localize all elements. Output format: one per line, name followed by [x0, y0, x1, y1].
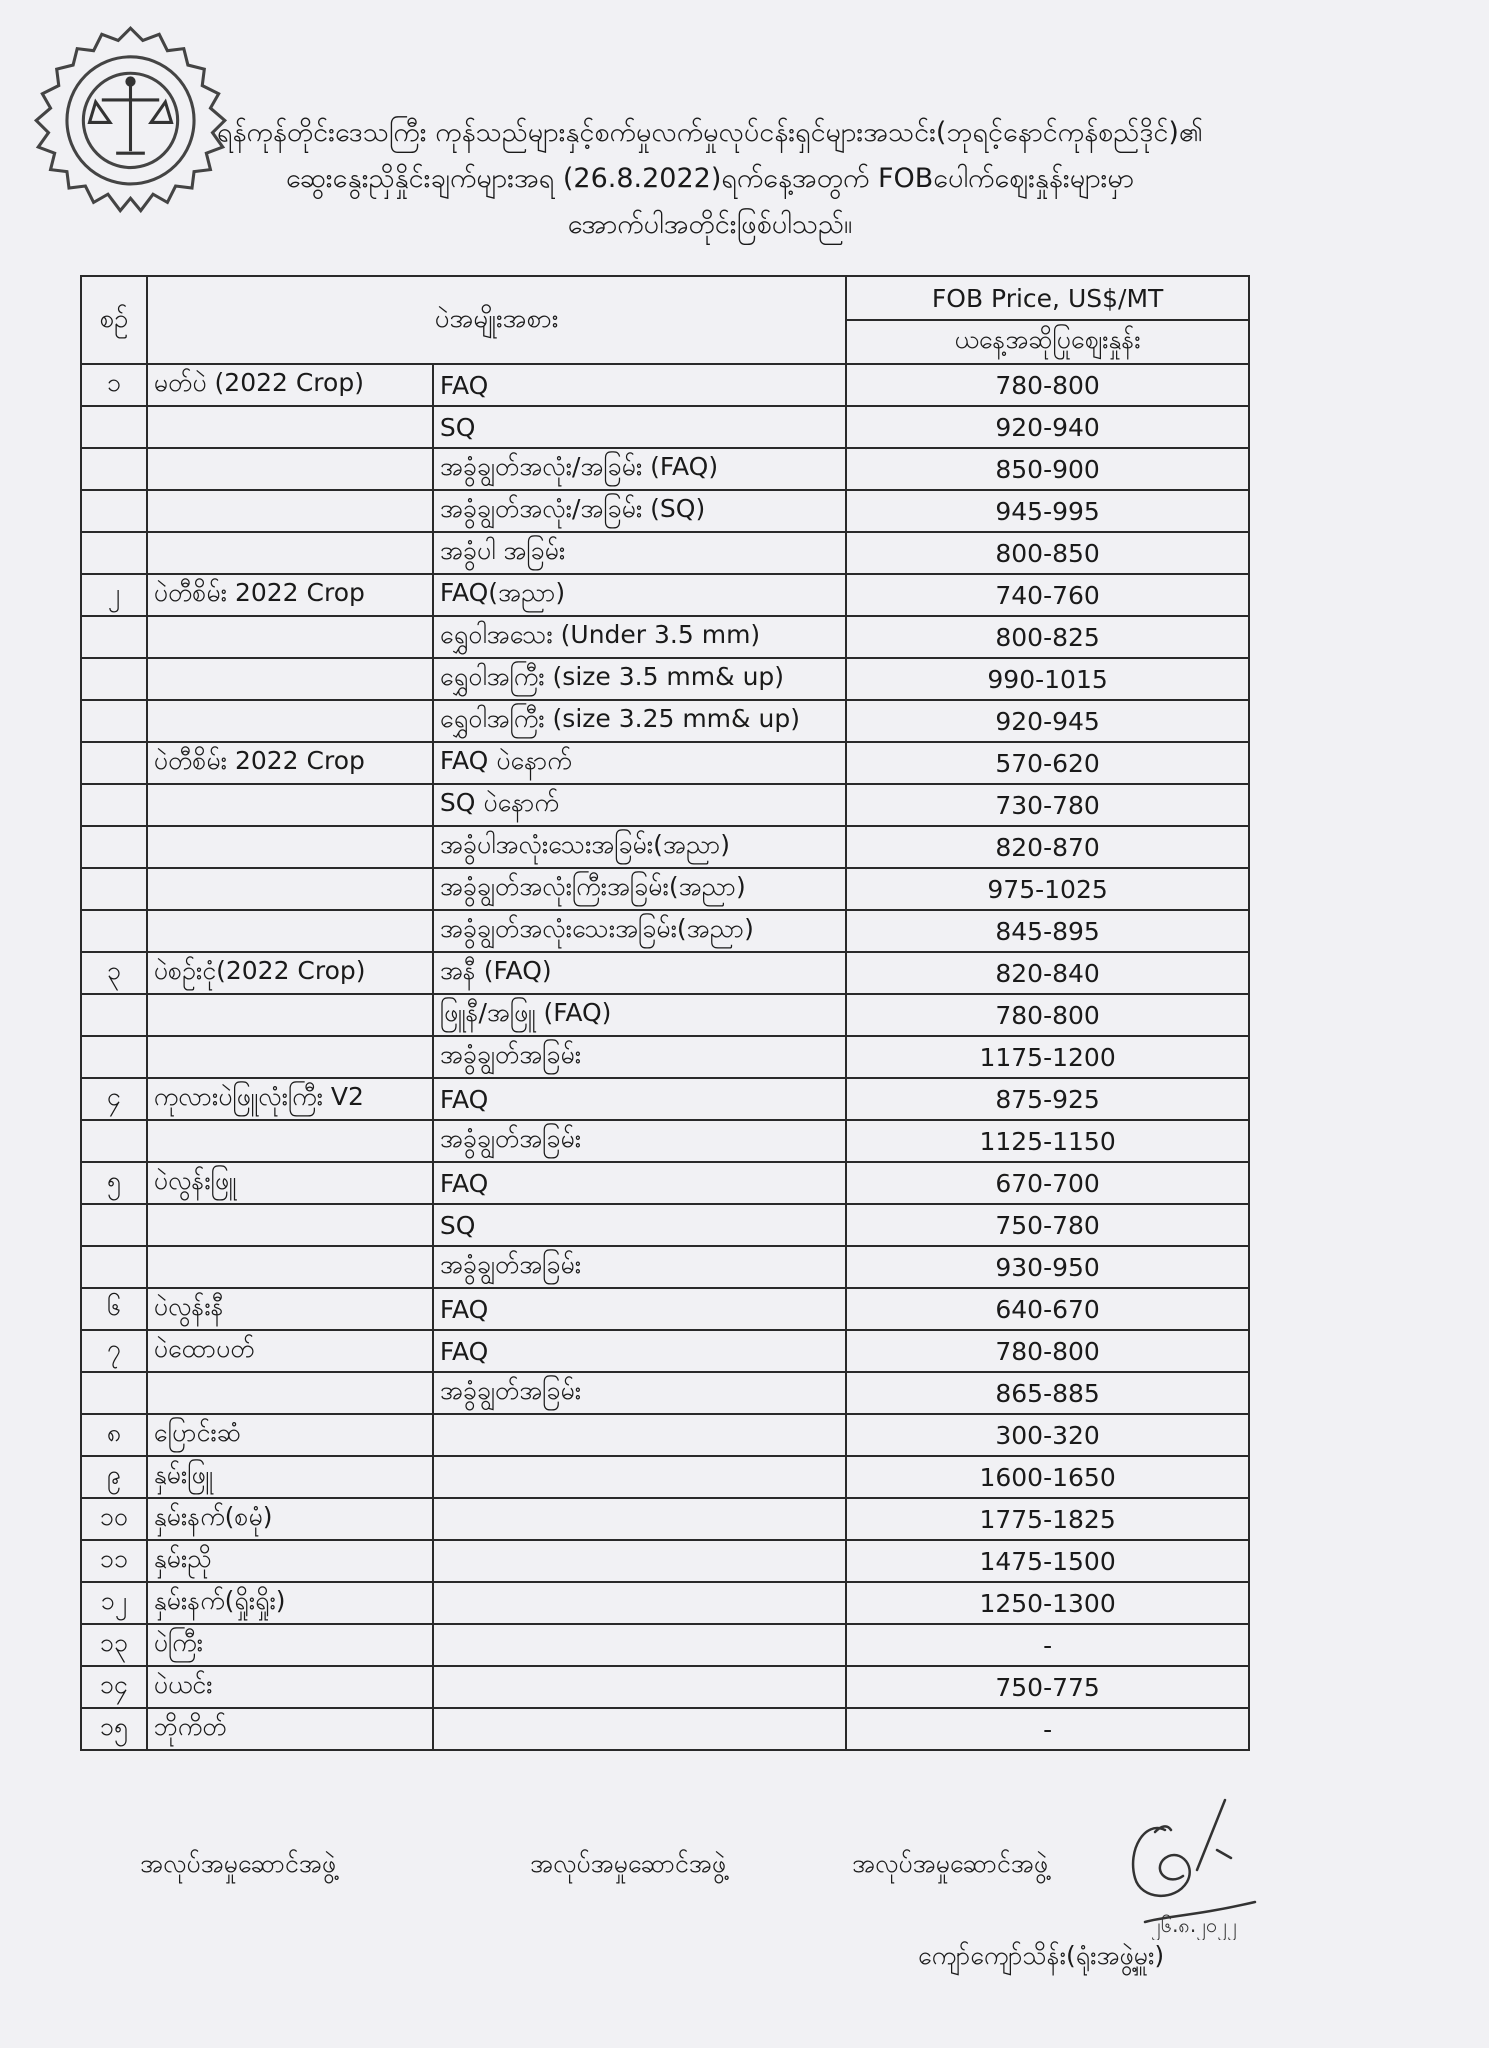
table-row — [81, 1372, 1249, 1414]
heading-line-3: အောက်ပါအတိုင်းဖြစ်ပါသည်။ — [567, 209, 853, 240]
row-bean-type: ပဲလွန်းနီ — [147, 1288, 433, 1330]
row-bean-type: ပဲတီစိမ်း 2022 Crop — [147, 742, 433, 784]
row-bean-type — [147, 448, 433, 490]
row-grade: အခွံချွတ်အလုံးသေးအခြမ်း(အညာ) — [433, 910, 846, 952]
row-grade — [433, 1624, 846, 1666]
table-row — [81, 574, 1249, 616]
footer-committee-left: အလုပ်အမှုဆောင်အဖွဲ့ — [140, 1849, 337, 1878]
table-row — [81, 910, 1249, 952]
row-price: 1475-1500 — [846, 1540, 1249, 1582]
row-price: 1600-1650 — [846, 1456, 1249, 1498]
row-serial-number — [81, 784, 147, 826]
table-row — [81, 448, 1249, 490]
table-row — [81, 1708, 1249, 1750]
row-bean-type: ပြောင်းဆံ — [147, 1414, 433, 1456]
row-grade: ရွှေဝါအကြီး (size 3.5 mm& up) — [433, 658, 846, 700]
row-serial-number: ၁၄ — [81, 1666, 147, 1708]
row-serial-number: ၁၁ — [81, 1540, 147, 1582]
row-price: 820-840 — [846, 952, 1249, 994]
row-grade: အခွံပါ အခြမ်း — [433, 532, 846, 574]
row-bean-type — [147, 616, 433, 658]
row-grade: ဖြူနီ/အဖြူ (FAQ) — [433, 994, 846, 1036]
row-bean-type — [147, 826, 433, 868]
row-serial-number: ၁ — [81, 364, 147, 406]
signature-date: ၂၆.၈.၂၀၂၂ — [1151, 1913, 1237, 1937]
row-bean-type: နှမ်းဖြူ — [147, 1456, 433, 1498]
row-price: 975-1025 — [846, 868, 1249, 910]
table-row — [81, 1456, 1249, 1498]
table-row — [81, 1204, 1249, 1246]
footer-committee-right: အလုပ်အမှုဆောင်အဖွဲ့ — [852, 1849, 1049, 1878]
price-rows — [81, 364, 1249, 1750]
row-grade: ရွှေဝါအသေး (Under 3.5 mm) — [433, 616, 846, 658]
row-serial-number — [81, 868, 147, 910]
heading-line-2: ဆွေးနွေးညှိနှိုင်းချက်များအရ (26.8.2022)ရက်နေ့အတွက် FOBပေါက်ဈေးနှုန်းများမှာ — [286, 163, 1134, 194]
row-serial-number: ၉ — [81, 1456, 147, 1498]
row-grade: ရွှေဝါအကြီး (size 3.25 mm& up) — [433, 700, 846, 742]
row-serial-number — [81, 658, 147, 700]
row-grade — [433, 1414, 846, 1456]
row-serial-number — [81, 1120, 147, 1162]
row-price: 570-620 — [846, 742, 1249, 784]
row-serial-number: ၇ — [81, 1330, 147, 1372]
row-bean-type — [147, 1204, 433, 1246]
row-price: 730-780 — [846, 784, 1249, 826]
document-heading — [110, 110, 1310, 248]
row-serial-number: ၁၅ — [81, 1708, 147, 1750]
row-bean-type: ပဲထောပတ် — [147, 1330, 433, 1372]
table-header-row — [81, 276, 1249, 320]
row-grade — [433, 1582, 846, 1624]
row-grade — [433, 1708, 846, 1750]
row-price: 740-760 — [846, 574, 1249, 616]
row-grade — [433, 1498, 846, 1540]
row-bean-type: ပဲတီစိမ်း 2022 Crop — [147, 574, 433, 616]
row-price: 780-800 — [846, 1330, 1249, 1372]
row-price: 865-885 — [846, 1372, 1249, 1414]
row-price: 800-850 — [846, 532, 1249, 574]
row-grade: FAQ — [433, 364, 846, 406]
table-row — [81, 1498, 1249, 1540]
row-grade: အခွံချွတ်အခြမ်း — [433, 1246, 846, 1288]
row-price: 820-870 — [846, 826, 1249, 868]
row-bean-type: ဘိုကိတ် — [147, 1708, 433, 1750]
row-price: 1775-1825 — [846, 1498, 1249, 1540]
row-price: 640-670 — [846, 1288, 1249, 1330]
row-grade: အခွံချွတ်အလုံး/အခြမ်း (SQ) — [433, 490, 846, 532]
table-row — [81, 742, 1249, 784]
row-serial-number — [81, 1372, 147, 1414]
row-bean-type — [147, 406, 433, 448]
table-row — [81, 364, 1249, 406]
row-price: 920-940 — [846, 406, 1249, 448]
row-grade: FAQ(အညာ) — [433, 574, 846, 616]
row-price: 920-945 — [846, 700, 1249, 742]
row-serial-number: ၁၂ — [81, 1582, 147, 1624]
row-bean-type — [147, 1036, 433, 1078]
fob-price-table — [80, 275, 1250, 1751]
header-fob-price: FOB Price, US$/MT — [846, 276, 1249, 320]
table-row — [81, 826, 1249, 868]
row-serial-number — [81, 1246, 147, 1288]
row-grade — [433, 1666, 846, 1708]
row-price: - — [846, 1708, 1249, 1750]
table-row — [81, 406, 1249, 448]
table-row — [81, 868, 1249, 910]
row-serial-number — [81, 532, 147, 574]
row-bean-type: နှမ်းနက်(ရှိုးရှိုး) — [147, 1582, 433, 1624]
row-bean-type — [147, 1120, 433, 1162]
table-row — [81, 490, 1249, 532]
row-bean-type: ပဲလွန်းဖြူ — [147, 1162, 433, 1204]
row-serial-number: ၁၃ — [81, 1624, 147, 1666]
row-grade: အခွံချွတ်အလုံးကြီးအခြမ်း(အညာ) — [433, 868, 846, 910]
table-row — [81, 1162, 1249, 1204]
row-grade: အခွံချွတ်အခြမ်း — [433, 1036, 846, 1078]
row-serial-number: ၃ — [81, 952, 147, 994]
table-row — [81, 532, 1249, 574]
row-serial-number: ၁၀ — [81, 1498, 147, 1540]
row-bean-type — [147, 1246, 433, 1288]
table-row — [81, 700, 1249, 742]
row-grade: အခွံပါအလုံးသေးအခြမ်း(အညာ) — [433, 826, 846, 868]
row-bean-type — [147, 868, 433, 910]
row-price: 750-775 — [846, 1666, 1249, 1708]
row-bean-type: ပဲစဉ်းငုံ(2022 Crop) — [147, 952, 433, 994]
row-grade: SQ ပဲနောက် — [433, 784, 846, 826]
row-grade: FAQ — [433, 1078, 846, 1120]
row-grade: အခွံချွတ်အခြမ်း — [433, 1372, 846, 1414]
table-row — [81, 784, 1249, 826]
row-bean-type — [147, 1372, 433, 1414]
row-price: 300-320 — [846, 1414, 1249, 1456]
row-serial-number: ၂ — [81, 574, 147, 616]
row-grade: အခွံချွတ်အခြမ်း — [433, 1120, 846, 1162]
table-row — [81, 1036, 1249, 1078]
table-row — [81, 1120, 1249, 1162]
row-serial-number — [81, 406, 147, 448]
row-serial-number — [81, 1036, 147, 1078]
row-price: 780-800 — [846, 994, 1249, 1036]
row-serial-number: ၅ — [81, 1162, 147, 1204]
header-bean-type: ပဲအမျိုးအစား — [147, 276, 847, 364]
row-grade — [433, 1456, 846, 1498]
row-grade: FAQ ပဲနောက် — [433, 742, 846, 784]
row-price: 845-895 — [846, 910, 1249, 952]
row-serial-number: ၄ — [81, 1078, 147, 1120]
row-bean-type: ကုလားပဲဖြူလုံးကြီး V2 — [147, 1078, 433, 1120]
table-row — [81, 994, 1249, 1036]
row-bean-type: နှမ်းညို — [147, 1540, 433, 1582]
row-serial-number — [81, 910, 147, 952]
row-grade — [433, 1540, 846, 1582]
handwritten-signature-icon — [1105, 1790, 1265, 1940]
heading-line-1: ရန်ကုန်တိုင်းဒေသကြီး ကုန်သည်များနှင့်စက်မှုလက်မှုလုပ်ငန်းရှင်များအသင်း(ဘုရင့်နောင်ကုန်စည်ဒိုင်)၏ — [217, 117, 1203, 148]
footer-committee-middle: အလုပ်အမှုဆောင်အဖွဲ့ — [530, 1849, 727, 1878]
row-bean-type — [147, 910, 433, 952]
row-price: 930-950 — [846, 1246, 1249, 1288]
row-grade: SQ — [433, 1204, 846, 1246]
row-serial-number: ၆ — [81, 1288, 147, 1330]
row-price: 780-800 — [846, 364, 1249, 406]
row-serial-number — [81, 700, 147, 742]
row-grade: FAQ — [433, 1288, 846, 1330]
table-row — [81, 952, 1249, 994]
row-price: - — [846, 1624, 1249, 1666]
row-bean-type — [147, 784, 433, 826]
table-row — [81, 1624, 1249, 1666]
row-price: 990-1015 — [846, 658, 1249, 700]
row-serial-number — [81, 742, 147, 784]
row-bean-type — [147, 700, 433, 742]
row-bean-type — [147, 994, 433, 1036]
row-bean-type: မတ်ပဲ (2022 Crop) — [147, 364, 433, 406]
header-serial-number: စဉ် — [81, 276, 147, 364]
row-bean-type — [147, 532, 433, 574]
row-serial-number: ၈ — [81, 1414, 147, 1456]
row-grade: အနီ (FAQ) — [433, 952, 846, 994]
row-serial-number — [81, 616, 147, 658]
header-proposed-price: ယနေ့အဆိုပြုဈေးနှုန်း — [846, 320, 1249, 364]
table-row — [81, 658, 1249, 700]
row-bean-type: နှမ်းနက်(စမုံ) — [147, 1498, 433, 1540]
row-price: 1250-1300 — [846, 1582, 1249, 1624]
table-row — [81, 1078, 1249, 1120]
table-row — [81, 1582, 1249, 1624]
table-row — [81, 1540, 1249, 1582]
row-price: 1125-1150 — [846, 1120, 1249, 1162]
row-bean-type: ပဲကြီး — [147, 1624, 433, 1666]
table-row — [81, 1414, 1249, 1456]
row-bean-type — [147, 658, 433, 700]
table-row — [81, 1330, 1249, 1372]
row-bean-type — [147, 490, 433, 532]
row-serial-number — [81, 490, 147, 532]
row-price: 670-700 — [846, 1162, 1249, 1204]
row-bean-type: ပဲယင်း — [147, 1666, 433, 1708]
row-price: 750-780 — [846, 1204, 1249, 1246]
row-price: 875-925 — [846, 1078, 1249, 1120]
table-row — [81, 1246, 1249, 1288]
table-row — [81, 1288, 1249, 1330]
row-serial-number — [81, 994, 147, 1036]
table-row — [81, 616, 1249, 658]
row-price: 945-995 — [846, 490, 1249, 532]
row-serial-number — [81, 1204, 147, 1246]
row-grade: SQ — [433, 406, 846, 448]
signer-name: ကျော်ကျော်သိန်း(ရုံးအဖွဲ့မှူး) — [918, 1941, 1165, 1970]
row-price: 800-825 — [846, 616, 1249, 658]
row-grade: FAQ — [433, 1330, 846, 1372]
row-price: 1175-1200 — [846, 1036, 1249, 1078]
row-grade: အခွံချွတ်အလုံး/အခြမ်း (FAQ) — [433, 448, 846, 490]
table-row — [81, 1666, 1249, 1708]
row-serial-number — [81, 826, 147, 868]
row-price: 850-900 — [846, 448, 1249, 490]
row-grade: FAQ — [433, 1162, 846, 1204]
row-serial-number — [81, 448, 147, 490]
